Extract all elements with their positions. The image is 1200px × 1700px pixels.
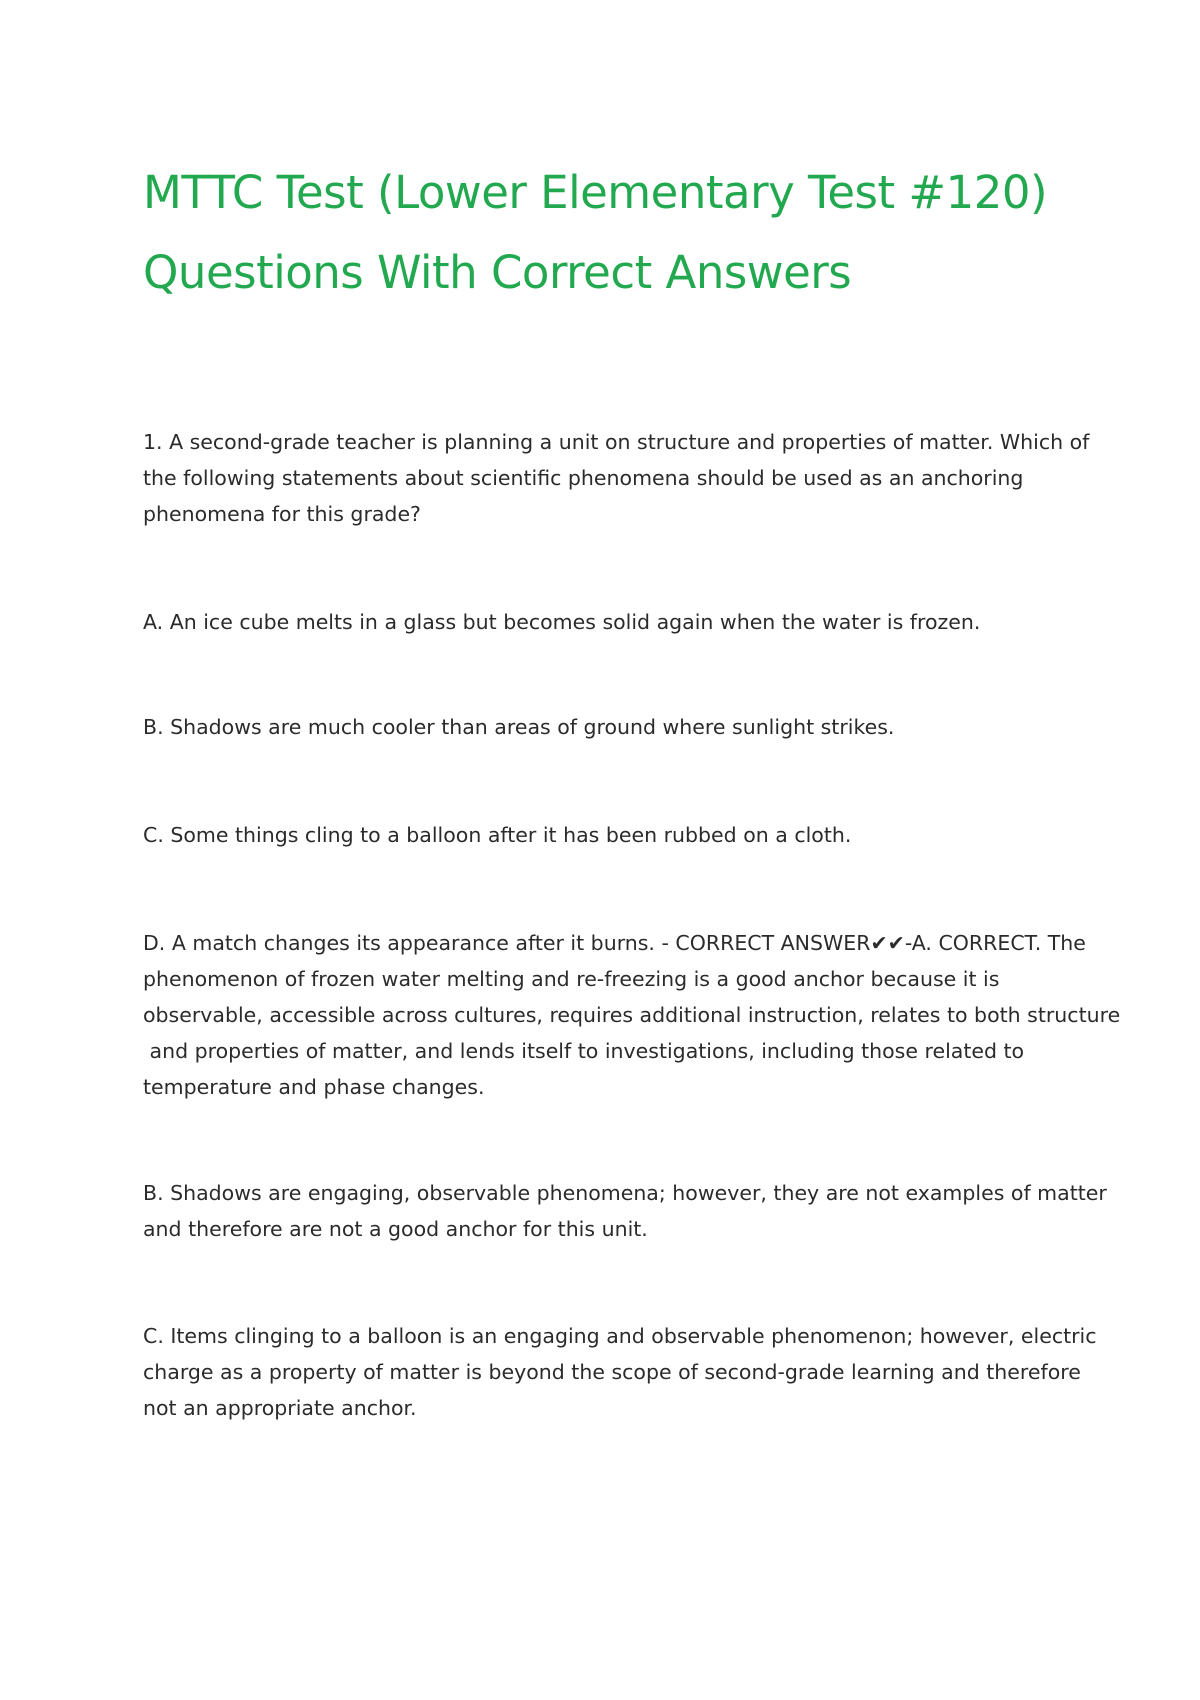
answer-explanation-line: observable, accessible across cultures, requires additional instruction, relates to both structure [143, 1003, 1121, 1027]
explanation-c [143, 1318, 1097, 1426]
option-b [143, 709, 1083, 745]
question-line: 1. A second-grade teacher is planning a unit on structure and properties of matter. Which of [143, 430, 1090, 454]
option-c-text: C. Some things cling to a balloon after it has been rubbed on a cloth. [143, 823, 852, 847]
explanation-c-line: not an appropriate anchor. [143, 1396, 417, 1420]
option-a [143, 604, 1083, 640]
answer-explanation-line: temperature and phase changes. [143, 1075, 485, 1099]
question-line: the following statements about scientific phenomena should be used as an anchoring [143, 466, 1024, 490]
page-title [143, 153, 1103, 313]
option-c [143, 817, 1083, 853]
answer-explanation-line: and properties of matter, and lends itself to investigations, including those related to [143, 1039, 1025, 1063]
question-1-text [143, 424, 1090, 532]
question-line: phenomena for this grade? [143, 502, 421, 526]
option-a-text: A. An ice cube melts in a glass but becomes solid again when the water is frozen. [143, 610, 981, 634]
option-d-with-answer [143, 925, 1121, 1105]
title-line-2: Questions With Correct Answers [143, 246, 852, 299]
explanation-b [143, 1175, 1107, 1247]
explanation-b-line: B. Shadows are engaging, observable phenomena; however, they are not examples of matter [143, 1181, 1107, 1205]
title-line-1: MTTC Test (Lower Elementary Test #120) [143, 166, 1048, 219]
explanation-c-line: C. Items clinging to a balloon is an engaging and observable phenomenon; however, electric [143, 1324, 1097, 1348]
option-d-line: D. A match changes its appearance after it burns. - CORRECT ANSWER✔✔-A. CORRECT. The [143, 931, 1086, 955]
explanation-b-line: and therefore are not a good anchor for this unit. [143, 1217, 648, 1241]
answer-explanation-line: phenomenon of frozen water melting and re-freezing is a good anchor because it is [143, 967, 1000, 991]
option-b-text: B. Shadows are much cooler than areas of ground where sunlight strikes. [143, 715, 895, 739]
explanation-c-line: charge as a property of matter is beyond the scope of second-grade learning and therefore [143, 1360, 1081, 1384]
